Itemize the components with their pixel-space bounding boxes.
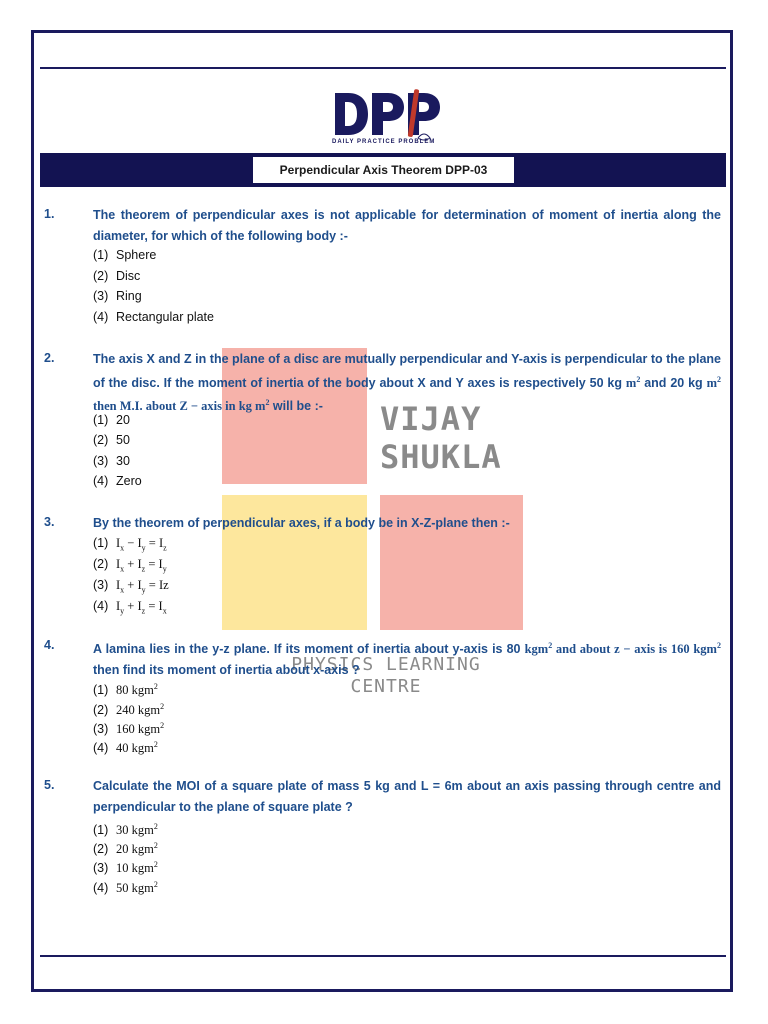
option-3: (3) 10 kgm$^2$ [93,860,158,876]
question-number: 5. [44,778,55,792]
option-2: (2) 240 kgm$^2$ [93,702,165,718]
logo-subtitle: DAILY PRACTICE PROBLEM [332,139,436,145]
equation: $I_x - I_y = I_z$ [116,536,167,553]
question-text: Calculate the MOI of a square plate of mass 5 kg and L = 6m about an axis passing through centre and perpendicular to the plane of square plate ? [93,779,721,814]
question-number: 2. [44,351,55,365]
equation: $I_x + I_y = Iz$ [116,578,169,595]
option-4: (4) $I_y + I_z = I_x$ [93,599,167,616]
question-text: The axis X and Z in the plane of a disc are mutually perpendicular and Y-axis is perpendicular to the plane of the disc. If the moment of inertia of the body about X and Y axes is respectively 50 kg $m^2$ and 20 kg $m^2$ then M.I. about Z − axis in kg $m^2$ will be :- [93,352,722,414]
option-text: Sphere [116,248,157,262]
option-number: (3) [93,289,109,303]
question-number: 1. [44,207,55,221]
question-text: The theorem of perpendicular axes is not applicable for determination of moment of inertia along the diameter, for which of the following body :- [93,208,721,243]
bottom-rule [40,955,726,957]
option-1: (1) 80 kgm$^2$ [93,682,158,698]
option-text: Disc [116,269,141,283]
option-1 [93,245,156,265]
option-number: (4) [93,310,109,324]
question-number: 4. [44,638,55,652]
watermark-line-1: VIJAY [380,400,482,438]
option-number: (1) [93,248,109,262]
equation: $I_x + I_z = I_y$ [116,557,167,574]
option-4: (4) 50 kgm$^2$ [93,880,158,896]
option-3: (3) $I_x + I_y = Iz$ [93,578,169,595]
question-text: By the theorem of perpendicular axes, if a body be in X-Z-plane then :- [93,516,510,530]
option-1: (1) $I_x - I_y = I_z$ [93,536,167,553]
option-1: (1) 30 kgm$^2$ [93,822,158,838]
option-2: (2) 20 kgm$^2$ [93,841,158,857]
option-text: Ring [116,289,142,303]
question-number: 3. [44,515,55,529]
option-4 [93,307,214,327]
option-number: (2) [93,269,109,283]
option-2 [93,266,140,286]
watermark-line-4: CENTRE [350,676,422,697]
option-2: (2) 50 [93,433,130,447]
equation: $I_y + I_z = I_x$ [116,599,167,616]
option-3 [93,286,142,306]
watermark-line-3: PHYSICS LEARNING [291,654,481,675]
option-3: (3) 30 [93,454,130,468]
option-4: (4) 40 kgm$^2$ [93,740,158,756]
top-rule [40,67,726,69]
question-text: A lamina lies in the y-z plane. If its moment of inertia about y-axis is 80 kgm$^2$ and about z − axis is 160 kgm$^2$ then find its moment of inertia about x-axis ? [93,641,721,677]
page-title: Perpendicular Axis Theorem DPP-03 [253,157,514,183]
option-3: (3) 160 kgm$^2$ [93,721,165,737]
option-text: Rectangular plate [116,310,214,324]
option-2: (2) $I_x + I_z = I_y$ [93,557,167,574]
option-4: (4) Zero [93,474,142,488]
option-1: (1) 20 [93,413,130,427]
watermark-line-2: SHUKLA [380,438,502,476]
